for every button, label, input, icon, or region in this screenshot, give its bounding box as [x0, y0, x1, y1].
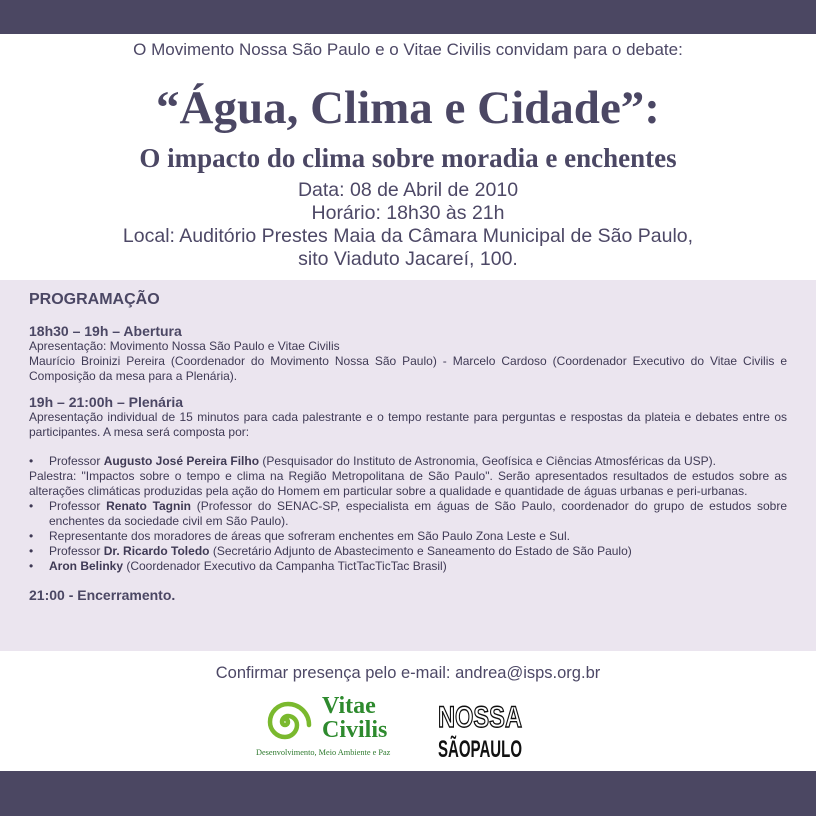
- speaker-prefix: Professor: [49, 454, 104, 468]
- event-time: Horário: 18h30 às 21h: [311, 202, 505, 224]
- vitae-tagline: Desenvolvimento, Meio Ambiente e Paz: [256, 748, 391, 757]
- bullet-icon: •: [29, 454, 34, 468]
- speaker-name: Renato Tagnin: [106, 499, 192, 513]
- speakers-list: [29, 454, 787, 574]
- program-section: [0, 280, 816, 651]
- nossa-sao-paulo-logo: [436, 700, 573, 763]
- speaker-item: [29, 544, 787, 559]
- bullet-icon: •: [29, 499, 34, 513]
- bullet-icon: •: [29, 559, 34, 573]
- event-header: [0, 34, 816, 280]
- opening-line-2: Maurício Broinizi Pereira (Coordenador do Movimento Nossa São Paulo) - Marcelo Cardoso (Coordenador Executivo do Vitae Civilis e Composição da mesa para a Plenária).: [29, 354, 787, 383]
- opening-title: 18h30 – 19h – Abertura: [29, 323, 182, 339]
- bottom-bar: [0, 771, 816, 816]
- saopaulo-word: SÃOPAULO: [438, 736, 573, 763]
- event-address: sito Viaduto Jacareí, 100.: [298, 248, 518, 270]
- event-info: [0, 179, 816, 271]
- plenary-intro: Apresentação individual de 15 minutos para cada palestrante e o tempo restante para perguntas e respostas da plateia e debates entre os participantes. A mesa será composta por:: [29, 410, 787, 439]
- vitae-line-2: Civilis: [322, 717, 388, 743]
- event-subtitle: O impacto do clima sobre moradia e enchentes: [139, 143, 677, 173]
- vitae-line-1: Vitae: [322, 693, 376, 719]
- bullet-icon: •: [29, 529, 34, 543]
- speaker-name: Dr. Ricardo Toledo: [103, 544, 210, 558]
- event-title: “Água, Clima e Cidade”:: [156, 82, 660, 134]
- nossa-logo-mark: [436, 700, 573, 763]
- speaker-item: [29, 454, 787, 469]
- opening-line-1: Apresentação: Movimento Nossa São Paulo e Vitae Civilis: [29, 339, 340, 353]
- vitae-civilis-logo: [254, 694, 414, 762]
- spiral-icon: [254, 694, 316, 750]
- speaker-talk-description: Palestra: "Impactos sobre o tempo e clima na Região Metropolitana de São Paulo". Serão apresentados resultados de estudos sobre as alterações climáticas produzidas pela ação do Homem em particular sobre a qualidade e quantidade de águas urbanas e peri-urbanas.: [29, 469, 787, 498]
- vitae-wordmark: [322, 694, 387, 742]
- speaker-prefix: Professor: [49, 544, 104, 558]
- event-date: Data: 08 de Abril de 2010: [297, 179, 519, 201]
- speaker-item: [29, 499, 787, 529]
- speaker-prefix: Representante dos moradores de áreas que sofreram enchentes em São Paulo Zona Leste e Sul.: [49, 529, 570, 543]
- speaker-description: (Secretário Adjunto de Abastecimento e Saneamento do Estado de São Paulo): [209, 544, 632, 558]
- speaker-description: (Professor do SENAC-SP, especialista em águas de São Paulo, coordenador do grupo de estudos sobre enchentes da sociedade civil em São Paulo).: [49, 499, 787, 528]
- closing-title: 21:00 - Encerramento.: [29, 587, 176, 603]
- bullet-icon: •: [29, 544, 34, 558]
- speaker-description: (Coordenador Executivo da Campanha TictTacTicTac Brasil): [123, 559, 447, 573]
- speaker-item: [29, 529, 787, 544]
- speaker-prefix: Professor: [49, 499, 107, 513]
- nossa-word: NOSSA: [438, 701, 522, 734]
- speaker-name: Augusto José Pereira Filho: [103, 454, 260, 468]
- speaker-item: [29, 559, 787, 574]
- speaker-name: Aron Belinky: [49, 559, 124, 573]
- plenary-title: 19h – 21:00h – Plenária: [29, 394, 184, 410]
- program-heading: PROGRAMAÇÃO: [29, 291, 160, 308]
- top-bar: [0, 0, 816, 34]
- rsvp-line: Confirmar presença pelo e-mail: andrea@isps.org.br: [215, 664, 601, 682]
- speaker-description: (Pesquisador do Instituto de Astronomia, Geofísica e Ciências Atmosféricas da USP).: [259, 454, 716, 468]
- event-location: Local: Auditório Prestes Maia da Câmara Municipal de São Paulo,: [122, 225, 694, 247]
- invitation-line: O Movimento Nossa São Paulo e o Vitae Civilis convidam para o debate:: [133, 40, 683, 59]
